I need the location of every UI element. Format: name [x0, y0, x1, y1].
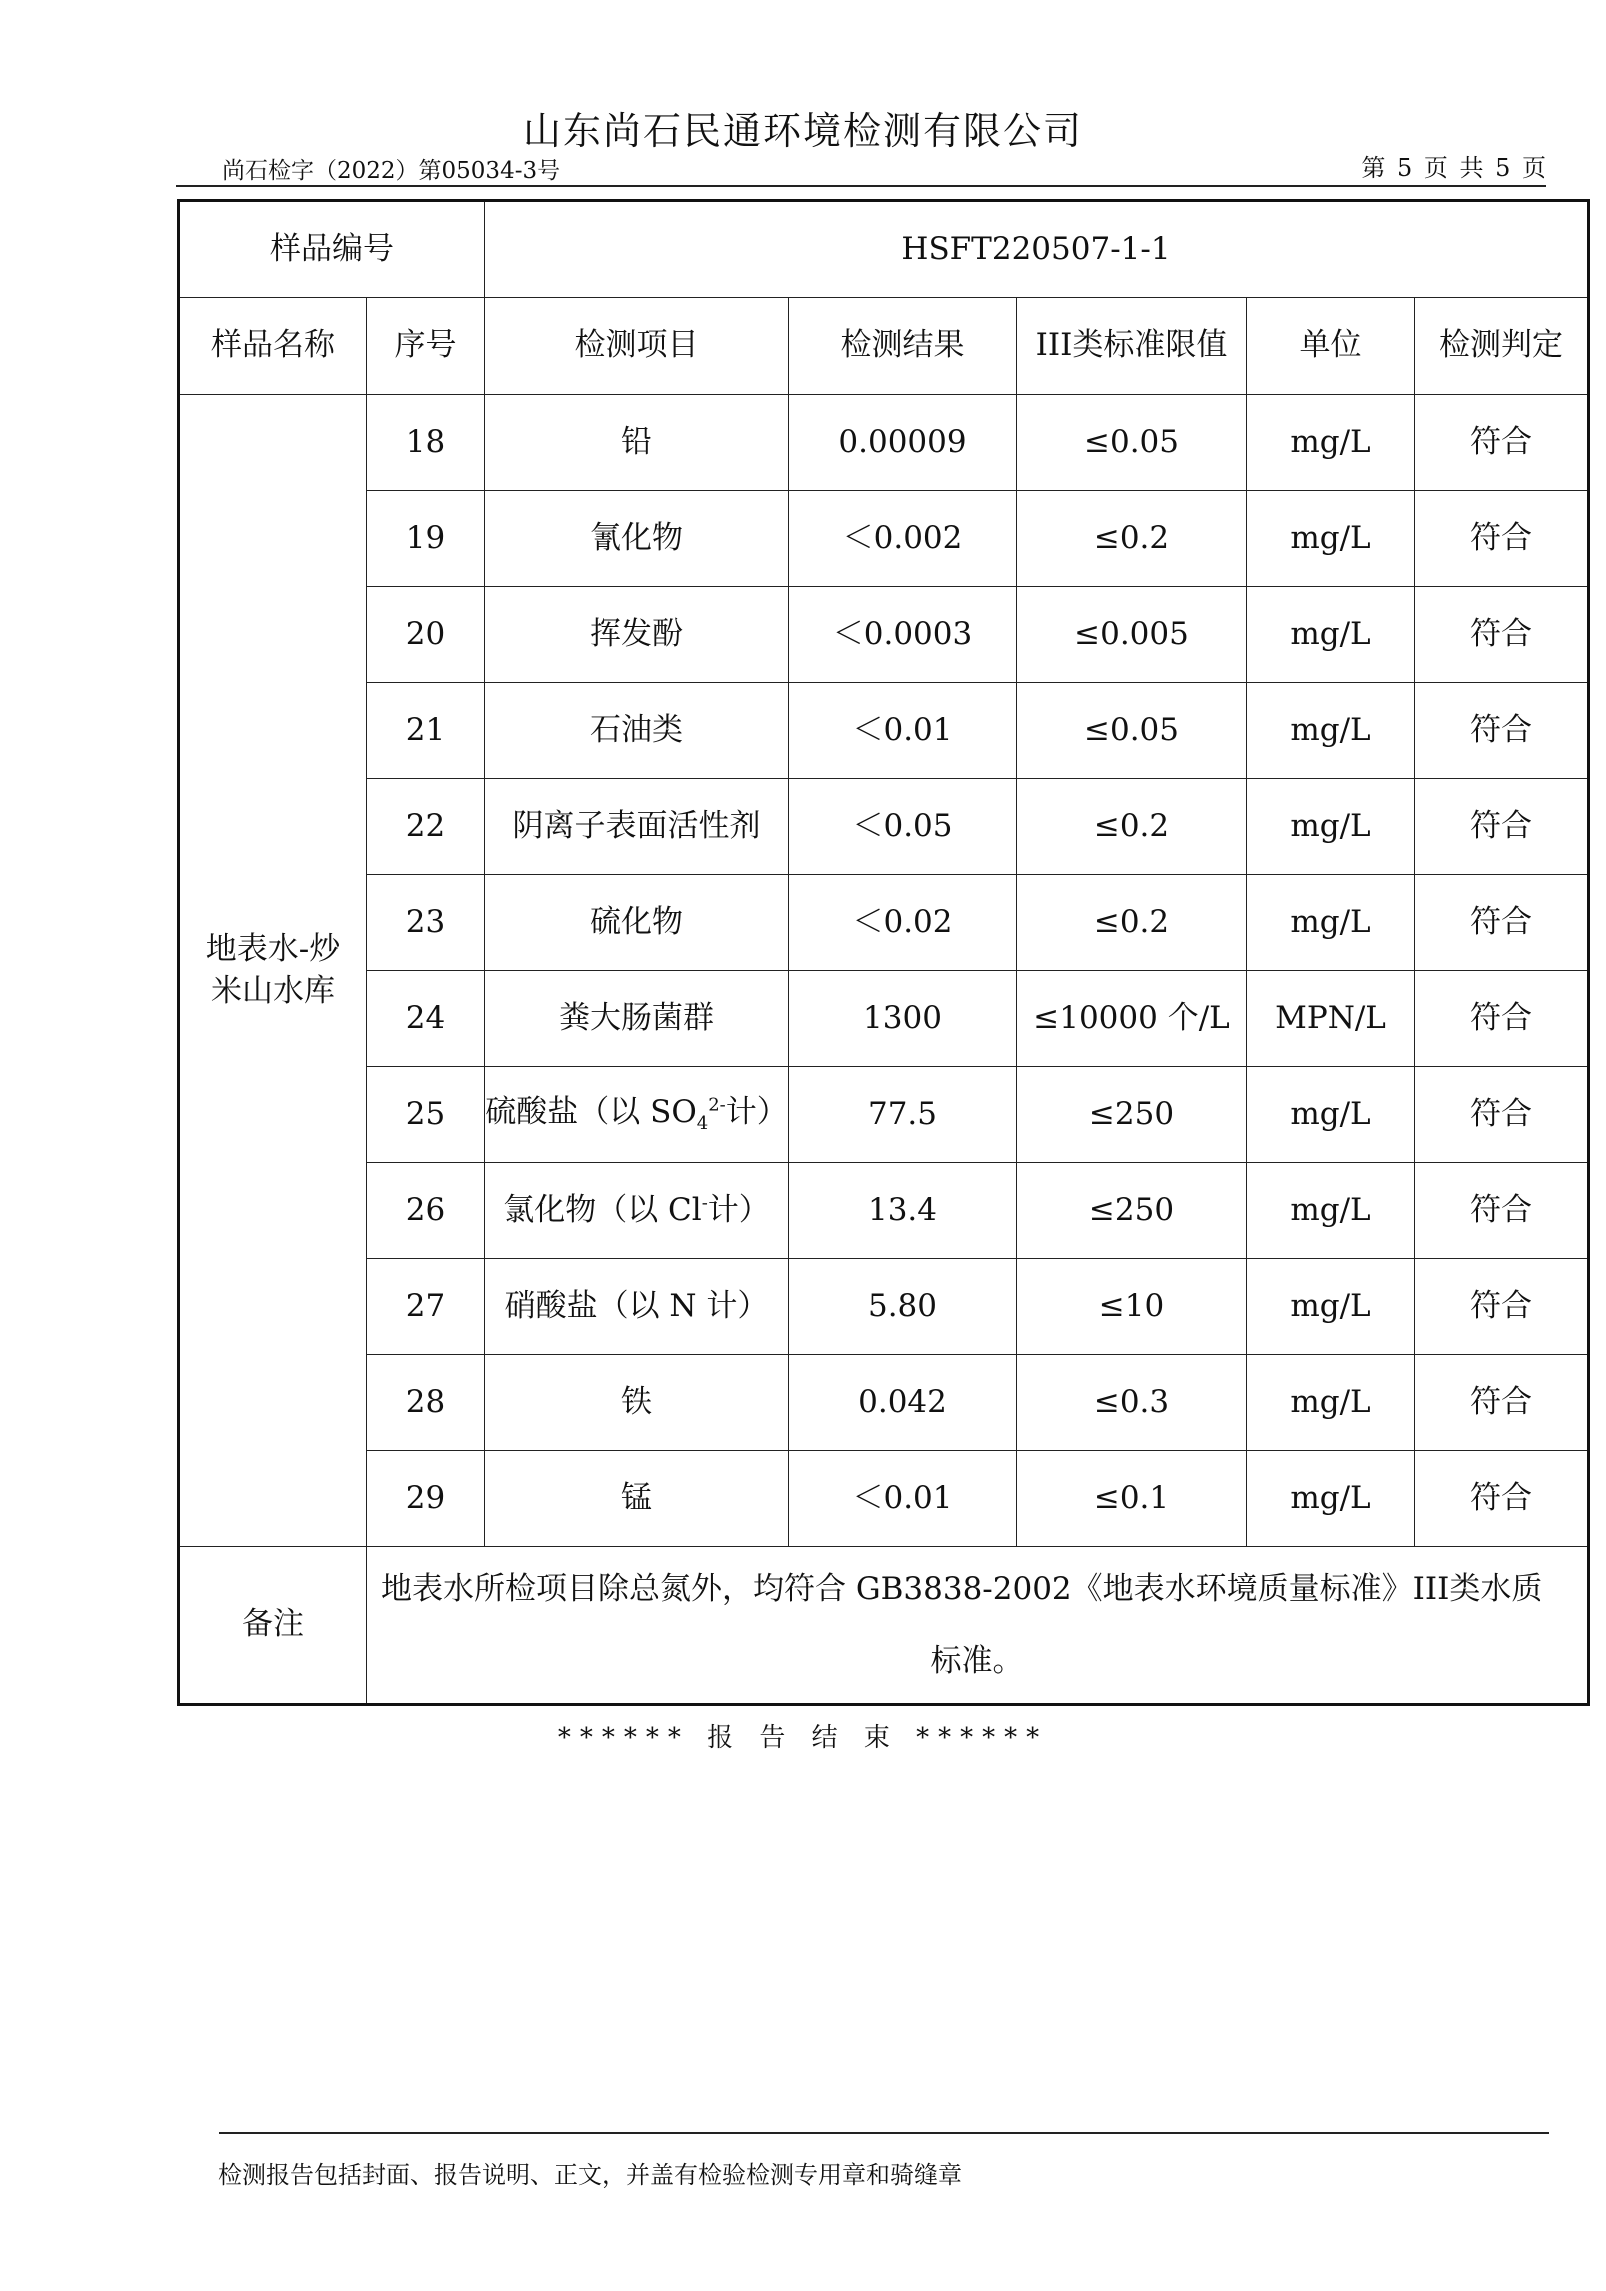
row-judge: 符合 — [1415, 1451, 1589, 1547]
header-rule — [176, 185, 1546, 187]
col-header-result: 检测结果 — [789, 298, 1017, 395]
sample-no-row — [179, 201, 1589, 298]
table-row — [179, 1355, 1589, 1451]
row-judge: 符合 — [1415, 683, 1589, 779]
row-item-text: 硫酸盐（以 SO — [485, 1094, 697, 1131]
row-unit: MPN/L — [1247, 971, 1415, 1067]
row-item: 铁 — [485, 1355, 789, 1451]
sample-name-line1: 地表水-炒 — [205, 930, 341, 967]
row-seq: 22 — [367, 779, 485, 875]
row-limit: ≤10000 个/L — [1017, 971, 1247, 1067]
row-unit: mg/L — [1247, 779, 1415, 875]
row-item: 硝酸盐（以 N 计） — [485, 1259, 789, 1355]
row-seq: 29 — [367, 1451, 485, 1547]
row-unit: mg/L — [1247, 875, 1415, 971]
row-unit: mg/L — [1247, 1355, 1415, 1451]
row-result: 5.80 — [789, 1259, 1017, 1355]
row-judge: 符合 — [1415, 779, 1589, 875]
row-item: 阴离子表面活性剂 — [485, 779, 789, 875]
footer-rule — [219, 2132, 1549, 2134]
note-line1: 地表水所检项目除总氮外，均符合 GB3838-2002《地表水环境质量标准》III类水质 — [381, 1571, 1543, 1607]
row-item: 氰化物 — [485, 491, 789, 587]
row-seq: 19 — [367, 491, 485, 587]
row-result: ＜0.05 — [789, 779, 1017, 875]
row-item — [485, 1067, 789, 1163]
table-row — [179, 587, 1589, 683]
row-result: ＜0.002 — [789, 491, 1017, 587]
col-header-limit: III类标准限值 — [1017, 298, 1247, 395]
col-header-judge: 检测判定 — [1415, 298, 1589, 395]
table-row — [179, 395, 1589, 491]
col-header-seq: 序号 — [367, 298, 485, 395]
table-row — [179, 875, 1589, 971]
row-result: ＜0.01 — [789, 1451, 1017, 1547]
table-row — [179, 491, 1589, 587]
row-seq: 26 — [367, 1163, 485, 1259]
row-judge: 符合 — [1415, 875, 1589, 971]
sample-name-cell — [179, 395, 367, 1547]
row-item-subscript: 4 — [696, 1113, 709, 1135]
row-result: 0.042 — [789, 1355, 1017, 1451]
report-number: 尚石检字（2022）第05034-3号 — [222, 158, 561, 184]
row-judge: 符合 — [1415, 1355, 1589, 1451]
row-seq: 21 — [367, 683, 485, 779]
row-item-text: 氯化物（以 Cl — [503, 1191, 702, 1228]
row-judge: 符合 — [1415, 1067, 1589, 1163]
row-item: 粪大肠菌群 — [485, 971, 789, 1067]
company-name: 山东尚石民通环境检测有限公司 — [522, 109, 1083, 153]
table-row — [179, 1067, 1589, 1163]
row-result: 1300 — [789, 971, 1017, 1067]
row-result: ＜0.01 — [789, 683, 1017, 779]
footer-note: 检测报告包括封面、报告说明、正文，并盖有检验检测专用章和骑缝章 — [218, 2161, 962, 2189]
row-seq: 28 — [367, 1355, 485, 1451]
note-label: 备注 — [179, 1547, 367, 1705]
col-header-unit: 单位 — [1247, 298, 1415, 395]
row-limit: ≤0.005 — [1017, 587, 1247, 683]
row-unit: mg/L — [1247, 1067, 1415, 1163]
col-header-item: 检测项目 — [485, 298, 789, 395]
row-result: 13.4 — [789, 1163, 1017, 1259]
row-unit: mg/L — [1247, 491, 1415, 587]
row-limit: ≤0.3 — [1017, 1355, 1247, 1451]
table-row — [179, 971, 1589, 1067]
note-text — [367, 1547, 1589, 1705]
row-limit: ≤0.05 — [1017, 683, 1247, 779]
row-seq: 18 — [367, 395, 485, 491]
results-table — [177, 199, 1590, 1706]
row-unit: mg/L — [1247, 1163, 1415, 1259]
row-judge: 符合 — [1415, 587, 1589, 683]
table-row — [179, 1259, 1589, 1355]
row-limit: ≤250 — [1017, 1163, 1247, 1259]
row-limit: ≤0.05 — [1017, 395, 1247, 491]
row-unit: mg/L — [1247, 395, 1415, 491]
row-judge: 符合 — [1415, 971, 1589, 1067]
table-row — [179, 683, 1589, 779]
row-unit: mg/L — [1247, 1259, 1415, 1355]
row-item: 锰 — [485, 1451, 789, 1547]
row-judge: 符合 — [1415, 491, 1589, 587]
sample-no-label: 样品编号 — [179, 201, 485, 298]
sample-name-line2: 米山水库 — [211, 972, 335, 1009]
row-judge: 符合 — [1415, 395, 1589, 491]
row-unit: mg/L — [1247, 683, 1415, 779]
note-row — [179, 1547, 1589, 1705]
row-seq: 23 — [367, 875, 485, 971]
row-item: 硫化物 — [485, 875, 789, 971]
column-header-row — [179, 298, 1589, 395]
row-unit: mg/L — [1247, 587, 1415, 683]
table-row — [179, 779, 1589, 875]
row-seq: 24 — [367, 971, 485, 1067]
row-unit: mg/L — [1247, 1451, 1415, 1547]
row-seq: 20 — [367, 587, 485, 683]
table-row — [179, 1451, 1589, 1547]
row-limit: ≤250 — [1017, 1067, 1247, 1163]
row-judge: 符合 — [1415, 1259, 1589, 1355]
row-seq: 25 — [367, 1067, 485, 1163]
row-limit: ≤0.1 — [1017, 1451, 1247, 1547]
report-end-mark: ****** 报 告 结 束 ****** — [557, 1723, 1049, 1753]
note-line2: 标准。 — [930, 1643, 1024, 1679]
row-limit: ≤10 — [1017, 1259, 1247, 1355]
row-item: 石油类 — [485, 683, 789, 779]
page-info: 第 5 页 共 5 页 — [1361, 154, 1548, 182]
row-limit: ≤0.2 — [1017, 875, 1247, 971]
row-judge: 符合 — [1415, 1163, 1589, 1259]
row-result: 0.00009 — [789, 395, 1017, 491]
row-item-text-tail: 计） — [707, 1191, 770, 1228]
table-row — [179, 1163, 1589, 1259]
row-item-text-tail: 计） — [725, 1094, 788, 1131]
row-result: 77.5 — [789, 1067, 1017, 1163]
row-limit: ≤0.2 — [1017, 491, 1247, 587]
row-result: ＜0.02 — [789, 875, 1017, 971]
row-limit: ≤0.2 — [1017, 779, 1247, 875]
row-item-superscript: 2- — [708, 1094, 726, 1116]
row-seq: 27 — [367, 1259, 485, 1355]
row-item: 挥发酚 — [485, 587, 789, 683]
sample-no-value: HSFT220507-1-1 — [485, 201, 1589, 298]
row-item-superscript: - — [701, 1192, 708, 1214]
row-item — [485, 1163, 789, 1259]
row-item: 铅 — [485, 395, 789, 491]
col-header-name: 样品名称 — [179, 298, 367, 395]
row-result: ＜0.0003 — [789, 587, 1017, 683]
